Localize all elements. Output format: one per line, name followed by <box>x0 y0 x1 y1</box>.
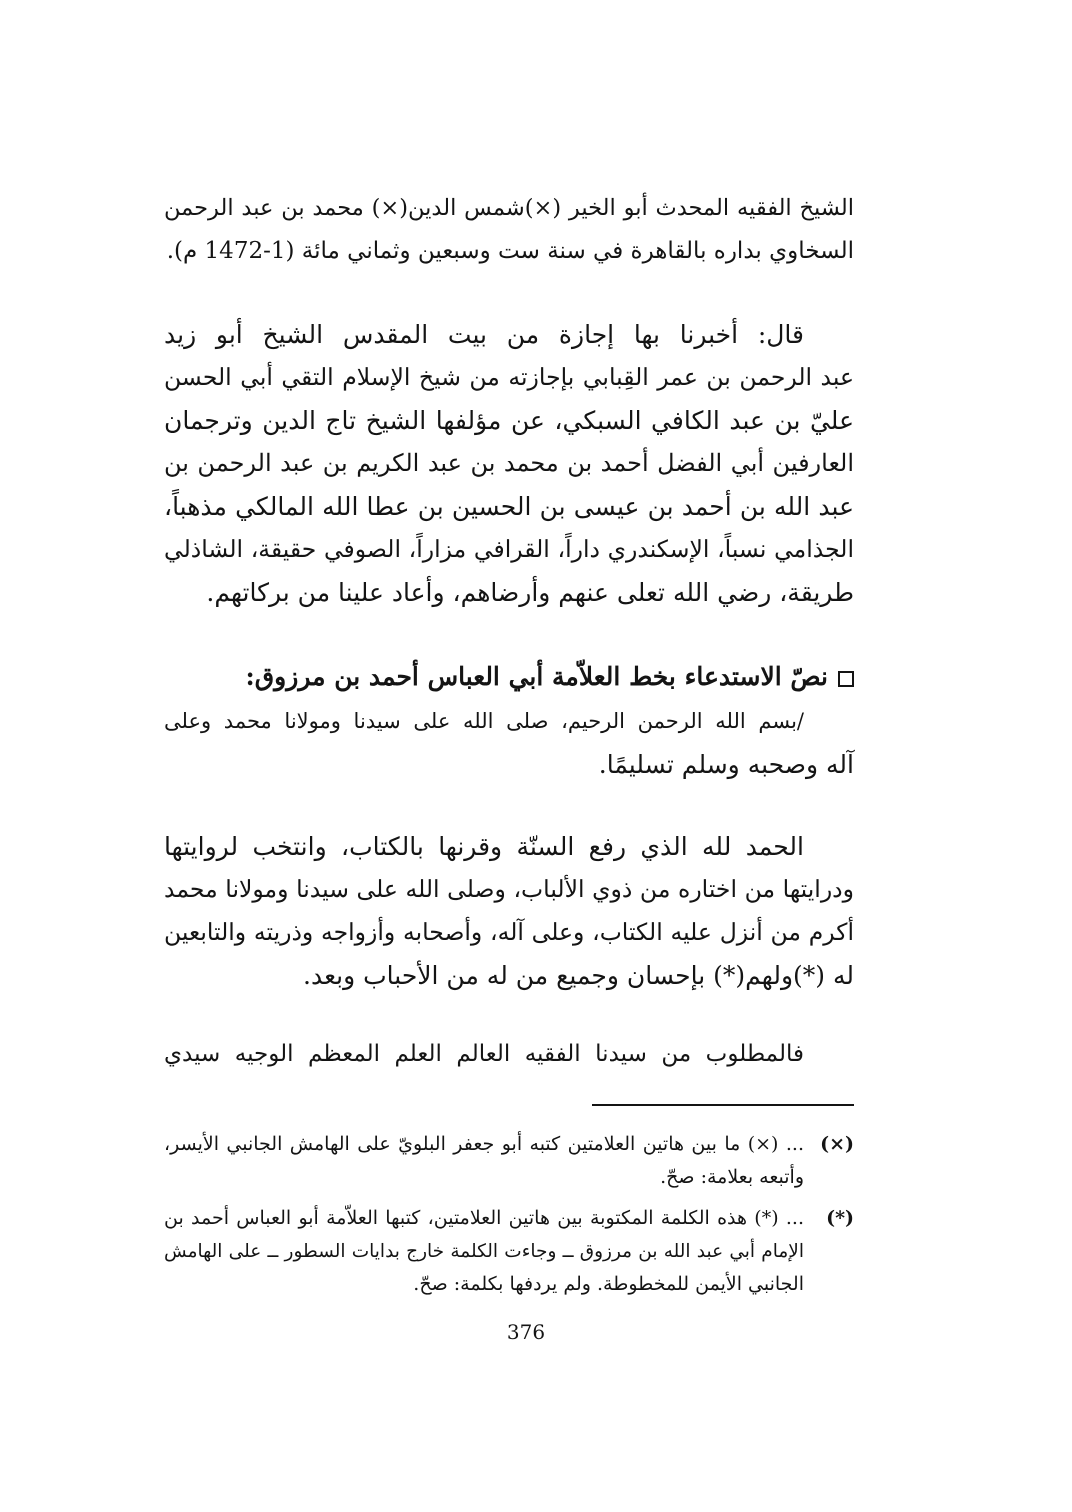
footnotes <box>164 1128 854 1309</box>
section-heading-text: نصّ الاستدعاء بخط العلاّمة أبي العباس أحمد بن مرزوق: <box>245 662 828 691</box>
text-line: ودرايتها من اختاره من ذوي الألباب، وصلى الله على سيدنا ومولانا محمد <box>164 875 854 903</box>
footnote <box>164 1202 854 1301</box>
text-line: /بسم الله الرحمن الرحيم، صلى الله على سيدنا ومولانا محمد وعلى <box>164 709 804 733</box>
paragraph-2 <box>164 313 854 614</box>
paragraph-3 <box>164 700 854 786</box>
square-bullet-icon <box>838 671 854 687</box>
text-line: الجذامي نسباً، الإسكندري داراً، القرافي مزاراً، الصوفي حقيقة، الشاذلي <box>164 535 854 563</box>
paragraph-4 <box>164 825 854 997</box>
text-line: الحمد لله الذي رفع السنّة وقرنها بالكتاب، وانتخب لروايتها <box>164 832 804 861</box>
text-line: الشيخ الفقيه المحدث أبو الخير (×)شمس الدين(×) محمد بن عبد الرحمن <box>164 195 854 221</box>
footnote-line: الإمام أبي عبد الله بن مرزوق ــ وجاءت الكلمة خارج بدايات السطور ــ على الهامش <box>164 1241 804 1262</box>
footnote-line: وأتبعه بعلامة: صحّ. <box>660 1166 804 1188</box>
footnote-line: ... (*) هذه الكلمة المكتوبة بين هاتين العلامتين، كتبها العلاّمة أبو العباس أحمد بن <box>164 1207 804 1229</box>
text-line: طريقة، رضي الله تعلى عنهم وأرضاهم، وأعاد علينا من بركاتهم. <box>206 578 854 607</box>
paragraph-5 <box>164 1033 854 1076</box>
page-number: 376 <box>506 1320 546 1344</box>
text-line: عبد الله بن أحمد بن عيسى بن الحسين بن عطا الله المالكي مذهباً، <box>164 492 854 521</box>
text-line: عليّ بن عبد الكافي السبكي، عن مؤلفها الشيخ تاج الدين وترجمان <box>164 406 854 435</box>
footnote-marker: (*) <box>826 1207 854 1229</box>
text-line: قال: أخبرنا بها إجازة من بيت المقدس الشيخ أبو زيد <box>164 320 804 349</box>
footnote-line: ... (×) ما بين هاتين العلامتين كتبه أبو جعفر البلويّ على الهامش الجانبي الأيسر، <box>164 1133 804 1155</box>
text-line: له (*)ولهم(*) بإحسان وجميع من له من الأحباب وبعد. <box>303 961 854 990</box>
paragraph-1 <box>164 187 854 273</box>
text-line: السخاوي بداره بالقاهرة في سنة ست وسبعين وثماني مائة (1-1472 م). <box>166 238 854 264</box>
text-line: أكرم من أنزل عليه الكتاب، وعلى آله، وأصحابه وأزواجه وذريته والتابعين <box>164 918 854 946</box>
footnote-line: الجانبي الأيمن للمخطوطة. ولم يردفها بكلمة: صحّ. <box>413 1273 804 1295</box>
footnote-separator <box>592 1104 854 1106</box>
footnote <box>164 1128 854 1194</box>
section-heading <box>164 655 854 698</box>
text-line: العارفين أبي الفضل أحمد بن محمد بن عبد الكريم بن عبد الرحمن بن <box>164 449 854 477</box>
footnote-marker: (×) <box>820 1133 854 1155</box>
text-line: فالمطلوب من سيدنا الفقيه العالم العلم المعظم الوجيه سيدي <box>164 1041 804 1067</box>
text-line: آله وصحبه وسلم تسليمًا. <box>598 750 854 779</box>
text-line: عبد الرحمن بن عمر القِبابي بإجازته من شيخ الإسلام التقي أبي الحسن <box>164 363 854 391</box>
